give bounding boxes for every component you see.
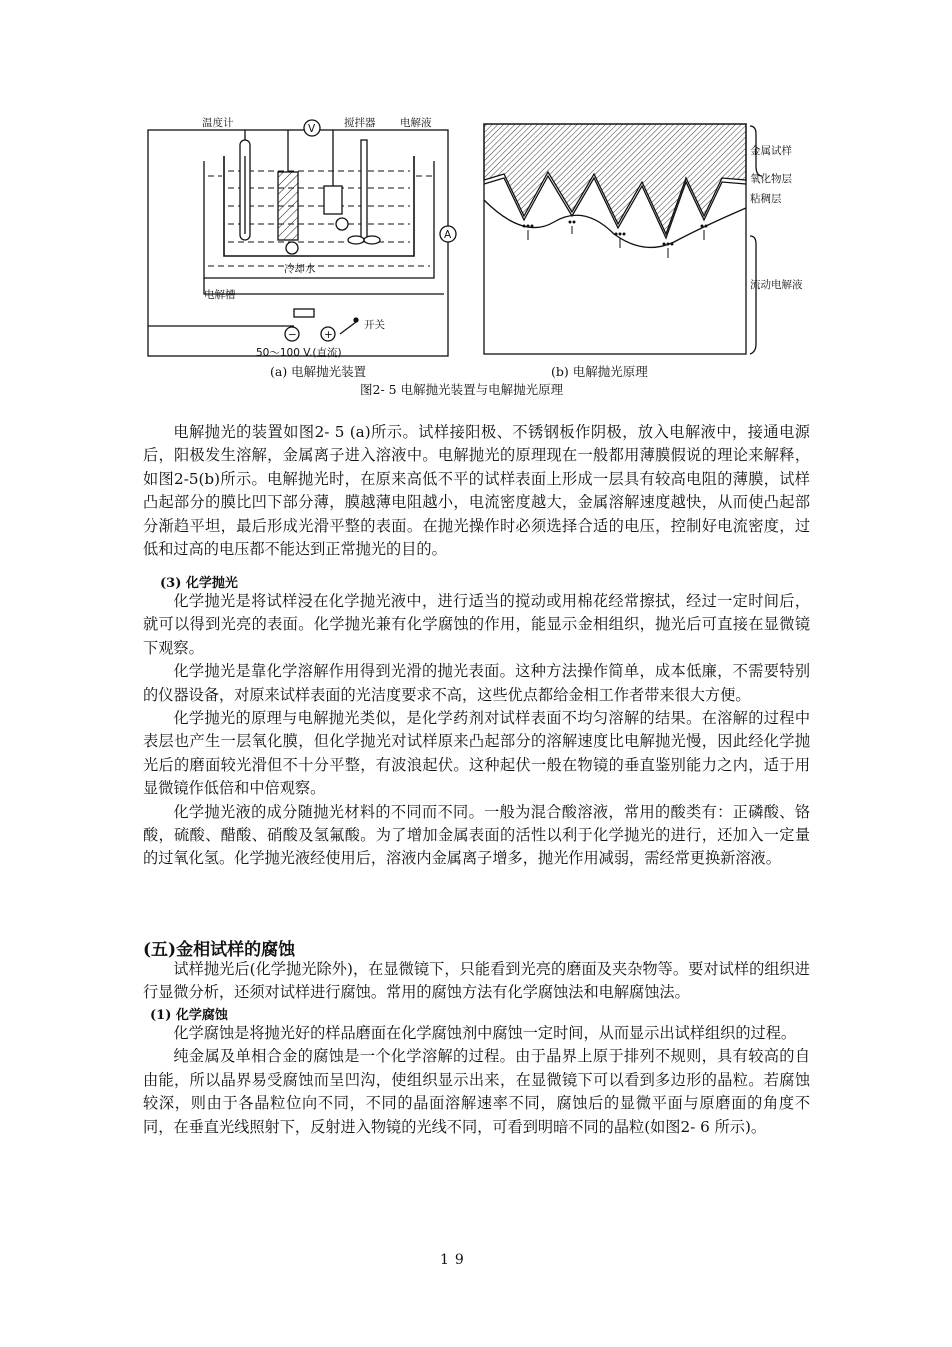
paragraph-chem-polish-3: 化学抛光的原理与电解抛光类似，是化学药剂对试样表面不均匀溶解的结果。在溶解的过程中表层也产生一层氧化膜，但化学抛光对试样原来凸起部分的溶解速度比电解抛光慢，因此经化学抛光后的磨面较光滑但不十分平整，有波浪起伏。这种起伏一般在物镜的垂直鉴别能力之内，适于用显微镜作低倍和中倍观察。 bbox=[143, 709, 810, 798]
label-viscous-layer: 粘稠层 bbox=[750, 193, 782, 205]
body-section-chemical-polishing bbox=[143, 590, 810, 871]
label-electrolyte: 电解液 bbox=[400, 117, 432, 129]
paragraph-electropolish: 电解抛光的装置如图2- 5 (a)所示。试样接阳极、不锈钢板作阴极，放入电解液中，接通电源后，阳极发生溶解，金属离子进入溶液中。电解抛光的原理现在一般都用薄膜假说的理论来解释，如图2-5(b)所示。电解抛光时，在原来高低不平的试样表面上形成一层具有较高电阻的薄膜，试样凸起部分的膜比凹下部分薄，膜越薄电阻越小，电流密度越大，金属溶解速度越快，从而使凸起部分渐趋平坦，最后形成光滑平整的表面。在抛光操作时必须选择合适的电压，控制好电流密度，过低和过高的电压都不能达到正常抛光的目的。 bbox=[143, 423, 810, 559]
body-section-etching bbox=[143, 958, 810, 1005]
figure-caption: 图2- 5 电解抛光装置与电解抛光原理 bbox=[360, 382, 564, 397]
label-power: 50～100 V.(直流) bbox=[256, 347, 342, 359]
heading-chemical-polishing: (3) 化学抛光 bbox=[160, 576, 238, 591]
label-tank: 电解槽 bbox=[204, 289, 236, 301]
label-flowing-electrolyte: 流动电解液 bbox=[750, 279, 803, 291]
paragraph-chem-etch-1: 化学腐蚀是将抛光好的样品磨面在化学腐蚀剂中腐蚀一定时间，从而显示出试样组织的过程。 bbox=[173, 1024, 797, 1042]
heading-etching: (五)金相试样的腐蚀 bbox=[143, 940, 296, 960]
label-cooling-water: 冷却水 bbox=[284, 263, 316, 275]
label-metal-sample: 金属试样 bbox=[750, 145, 792, 157]
body-paragraph bbox=[143, 421, 810, 561]
label-minus: − bbox=[288, 329, 297, 341]
paragraph-chem-polish-2: 化学抛光是靠化学溶解作用得到光滑的抛光表面。这种方法操作简单，成本低廉，不需要特别的仪器设备，对原来试样表面的光洁度要求不高，这些优点都给金相工作者带来很大方便。 bbox=[143, 662, 810, 704]
label-oxide-layer: 氧化物层 bbox=[750, 173, 792, 185]
paragraph-chem-polish-1: 化学抛光是将试样浸在化学抛光液中，进行适当的搅动或用棉花经常擦拭，经过一定时间后，就可以得到光亮的表面。化学抛光兼有化学腐蚀的作用，能显示金相组织，抛光后可直接在显微镜下观察。 bbox=[143, 592, 810, 657]
figure-drawing bbox=[144, 116, 814, 406]
page-number: 19 bbox=[440, 1252, 470, 1268]
label-ammeter: A bbox=[444, 229, 452, 241]
apparatus-diagram bbox=[148, 120, 456, 356]
heading-chemical-etching: (1) 化学腐蚀 bbox=[150, 1008, 228, 1023]
caption-b: (b) 电解抛光原理 bbox=[551, 364, 648, 379]
label-stirrer: 搅拌器 bbox=[344, 117, 376, 129]
principle-diagram bbox=[484, 124, 762, 354]
label-plus: + bbox=[324, 329, 333, 341]
body-section-chemical-etching bbox=[143, 1022, 810, 1139]
paragraph-chem-polish-4: 化学抛光液的成分随抛光材料的不同而不同。一般为混合酸溶液，常用的酸类有：正磷酸、铬酸，硫酸、醋酸、硝酸及氢氟酸。为了增加金属表面的活性以利于化学抛光的进行，还加入一定量的过氧化氢。化学抛光液经使用后，溶液内金属离子增多，抛光作用减弱，需经常更换新溶液。 bbox=[143, 802, 810, 868]
paragraph-etching-intro: 试样抛光后(化学抛光除外)，在显微镜下，只能看到光亮的磨面及夹杂物等。要对试样的组织进行显微分析，还须对试样进行腐蚀。常用的腐蚀方法有化学腐蚀法和电解腐蚀法。 bbox=[143, 960, 810, 1002]
paragraph-chem-etch-2: 纯金属及单相合金的腐蚀是一个化学溶解的过程。由于晶界上原于排列不规则，具有较高的自由能，所以晶界易受腐蚀而呈凹沟，使组织显示出来，在显微镜下可以看到多边形的晶粒。若腐蚀较深，则由于各晶粒位向不同，不同的晶面溶解速率不同，腐蚀后的显微平面与原磨面的角度不同，在垂直光线照射下，反射进入物镜的光线不同，可看到明暗不同的晶粒(如图2- 6 所示)。 bbox=[143, 1047, 810, 1136]
caption-a: (a) 电解抛光装置 bbox=[270, 364, 367, 379]
label-voltmeter: V bbox=[308, 123, 316, 135]
label-switch: 开关 bbox=[364, 319, 385, 331]
label-thermometer: 温度计 bbox=[202, 117, 234, 129]
figure-2-5 bbox=[144, 116, 814, 406]
